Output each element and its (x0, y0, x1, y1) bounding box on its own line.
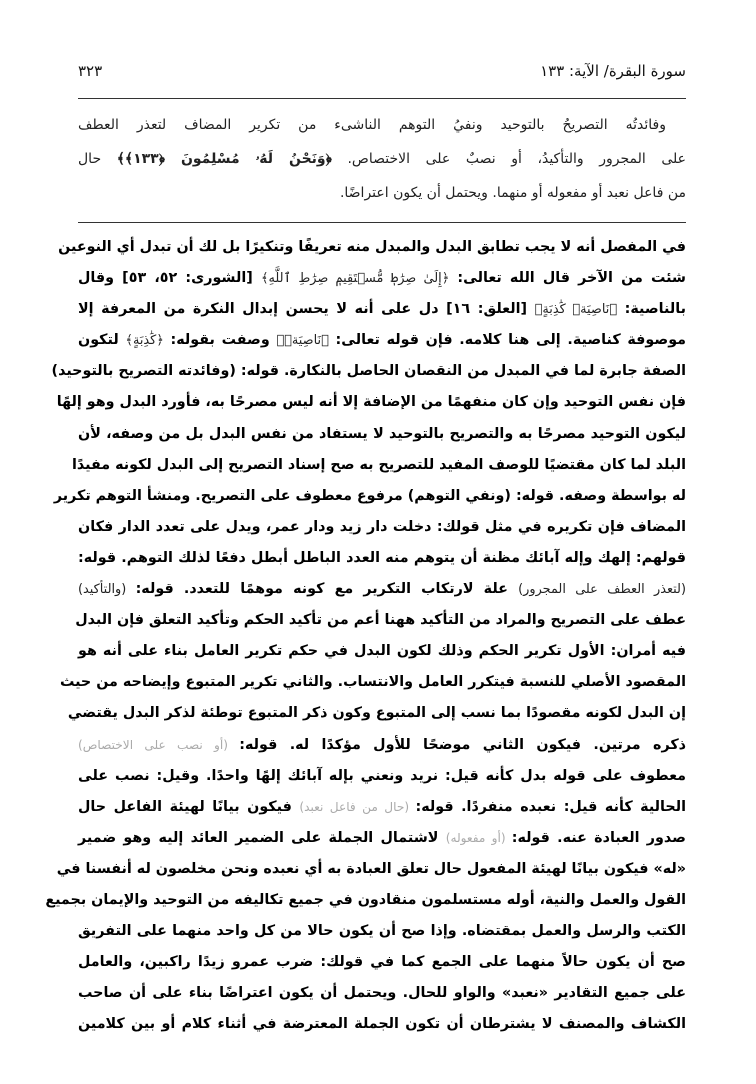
quoted-text: (لتعذر العطف على المجرور) (518, 582, 686, 598)
quoted-text: ﴿نَاصِيَةٖ﴾ (276, 333, 329, 349)
text-segment: الصفة جابرة لما في المبدل من النقصان الحاصل بالنكارة. (278, 363, 686, 380)
text-line (56, 387, 686, 418)
text-segment: (وفائدته التصريح بالتوحيد) (51, 363, 241, 380)
page-number: ٣٢٣ (78, 62, 103, 80)
text-segment: صح أن يكون حالاً منهما على الجمع كما في قولك: ضرب عمرو زيدًا راكبين، والعامل (78, 954, 686, 971)
text-segment: الكشاف والمصنف لا يشترطان أن تكون الجملة المعترضة في أثناء كلام أو بين كلامين (78, 1016, 686, 1033)
text-line (53, 481, 686, 512)
section-divider (78, 222, 686, 223)
text-line (78, 730, 686, 761)
text-segment: صدور العبادة عنه. (549, 829, 686, 846)
text-segment: فيكون بيانًا لهيئة الفاعل حال (78, 798, 300, 815)
text-segment: ليكون التوحيد مصرحًا به والتصريح بالتوحيد لا يستفاد من نفس البدل بل من وصفه، لأن (78, 425, 686, 442)
text-line (67, 698, 686, 729)
text-line (78, 792, 686, 823)
keyword-qawluhu: قوله: (415, 798, 454, 815)
text-line (78, 294, 686, 325)
page-header (78, 62, 686, 88)
text-segment: له بواسطة وصفه. (554, 487, 686, 504)
header-divider (78, 98, 686, 99)
text-line (78, 176, 686, 210)
tafsir-text (78, 108, 686, 210)
text-line (71, 450, 686, 481)
text-segment: شئت من الآخر قال الله تعالى: (449, 270, 686, 287)
text-line (51, 356, 686, 387)
text-line (78, 108, 686, 142)
keyword-qawluhu: ﴿وَنَحْنُ لَهُۥ مُسْلِمُونَ ﴿١٣٣﴾﴾ (116, 151, 332, 167)
text-line (59, 667, 686, 698)
text-line (78, 574, 686, 605)
text-segment: فيه أمران: الأول تكرير الحكم وذلك لكون البدل في حكم تكرير العامل بناء على أنه هو (78, 643, 686, 660)
text-segment: لتكون (78, 332, 126, 349)
keyword-qawluhu: قوله: (515, 487, 555, 504)
text-segment: موصوفة كناصية. إلى هنا كلامه. فإن قوله تعالى: (328, 332, 687, 349)
text-line (78, 543, 686, 574)
text-segment: القول والعمل والنية، أوله مستسلمون منقادون في جميع تكاليفه من التوحيد والإيمان بجميع (45, 891, 686, 908)
text-line (78, 1009, 686, 1040)
quoted-text: ﴿كَٰذِبَةٍ﴾ (125, 333, 164, 349)
text-segment: لاشتمال الجملة على الضمير العائد إليه وهو ضمير (78, 829, 446, 846)
faded-quote: (أو مفعوله) (445, 830, 512, 845)
text-line (75, 605, 686, 636)
text-segment: وصفت بقوله: (163, 332, 277, 349)
text-line (78, 761, 686, 792)
text-segment: معطوف على قوله بدل كأنه قيل: نريد ونعني بإله آبائك إلهًا واحدًا. وقيل: نصب على (78, 767, 686, 784)
keyword-qawluhu: قوله: (78, 549, 117, 566)
text-segment: المضاف فإن تكريره في مثل قولك: دخلت دار زيد ودار عمر، ويدل على تعدد الدار فكان (78, 518, 686, 535)
text-line (78, 142, 686, 176)
quoted-text: (والتأكيد) (78, 582, 136, 598)
text-segment: على المجرور والتأكيدُ، أو نصبٌ على الاختصاص. (331, 151, 686, 167)
keyword-qawluhu: قوله: (239, 736, 278, 753)
text-segment: قولهم: إلهك وإله آبائك مظنة أن يتوهم منه العدد الباطل أبطل دفعًا لذلك التوهم. (116, 549, 686, 566)
text-line (45, 885, 686, 916)
text-line (78, 947, 686, 978)
quoted-text: ﴿نَاصِيَةٖ كَٰذِبَةٍ﴾ (534, 302, 618, 318)
text-segment: إن البدل لكونه مقصودًا بما نسب إلى المتبوع وكون ذكر المتبوع توطئة لذكر البدل يقتضي (67, 705, 686, 722)
text-line (78, 978, 686, 1009)
text-segment: حال (78, 151, 117, 167)
text-line (58, 232, 686, 263)
text-segment: من فاعل نعبد أو مفعوله أو منهما. ويحتمل أن يكون اعتراضًا. (339, 185, 686, 201)
text-line (78, 636, 686, 667)
text-line (78, 916, 686, 947)
keyword-qawluhu: قوله: (135, 581, 174, 598)
text-segment: [الشورى: ٥٢، ٥٣] وقال (78, 270, 261, 287)
text-segment: على جميع التقادير «نعبد» والواو للحال. ويحتمل أن يكون اعتراضًا بناء على أن صاحب (78, 985, 686, 1002)
text-segment: المقصود الأصلي للنسبة فيتكرر العامل والانتساب. والثاني تكرير المتبوع وإيضاحه من حيث (59, 674, 686, 691)
text-segment: (ونفي التوهم) مرفوع معطوف على التصريح. ومنشأ التوهم تكرير (53, 487, 516, 504)
text-line (56, 854, 686, 885)
faded-quote: (أو نصب على الاختصاص) (78, 737, 240, 752)
text-line (78, 823, 686, 854)
commentary-text (45, 232, 687, 1040)
quoted-text: ﴿إِلَىٰ صِرَٰطٖ مُّسۡتَقِيمٖ صِرَٰطِ ٱللَّهِ﴾ (260, 271, 450, 287)
text-line (78, 263, 686, 294)
text-segment: ذكره مرتين. فيكون الثاني موضحًا للأول مؤكدًا له. (277, 736, 686, 753)
text-segment: الكتب والرسل والعمل بمقتضاه. وإذا صح أن يكون حالا من كل واحد منهما على التفريق (78, 923, 686, 940)
text-segment: «له» فيكون بيانًا لهيئة المفعول حال تعلق العبادة به أي نعبده ونحن مخلصون له أنفسنا في (56, 860, 686, 877)
text-segment: عطف على التصريح والمراد من التأكيد ههنا أعم من تأكيد الحكم وتأكيد التعلق فإن البدل (75, 612, 686, 629)
text-segment: بالناصية: (617, 301, 686, 318)
faded-quote: (حال من فاعل نعبد) (299, 799, 416, 814)
text-segment: [العلق: ١٦] دل على أنه لا يحسن إبدال النكرة من المعرفة إلا (78, 301, 535, 318)
text-segment: الحالية كأنه قيل: نعبده منفردًا. (453, 798, 686, 815)
text-line (78, 512, 686, 543)
text-segment: وفائدتُه التصريحُ بالتوحيد ونفيُ التوهم الناشىء من تكرير المضاف لتعذر العطف (78, 117, 666, 133)
text-segment: فإن نفس التوحيد وإن كان منفهمًا من الإضافة إلا أنه ليس مصرحًا به، فأورد البدل وهو إلهًا (56, 394, 686, 411)
text-segment: البلد لما كان مقتضيًا للوصف المفيد للتصريح به صح إسناد التصريح إلى البدل لكونه مفيدًا (71, 456, 686, 473)
text-line (78, 419, 686, 450)
keyword-qawluhu: قوله: (511, 829, 550, 846)
text-segment: علة لارتكاب التكرير مع كونه موهمًا للتعدد. (173, 581, 519, 598)
text-segment: في المفصل أنه لا يجب تطابق البدل والمبدل منه تعريفًا وتنكيرًا بل لك أن تبدل أي النوعين (58, 239, 686, 255)
running-title: سورة البقرة/ الآية: ١٣٣ (540, 62, 686, 80)
keyword-qawluhu: قوله: (240, 363, 279, 380)
text-line (78, 325, 686, 356)
